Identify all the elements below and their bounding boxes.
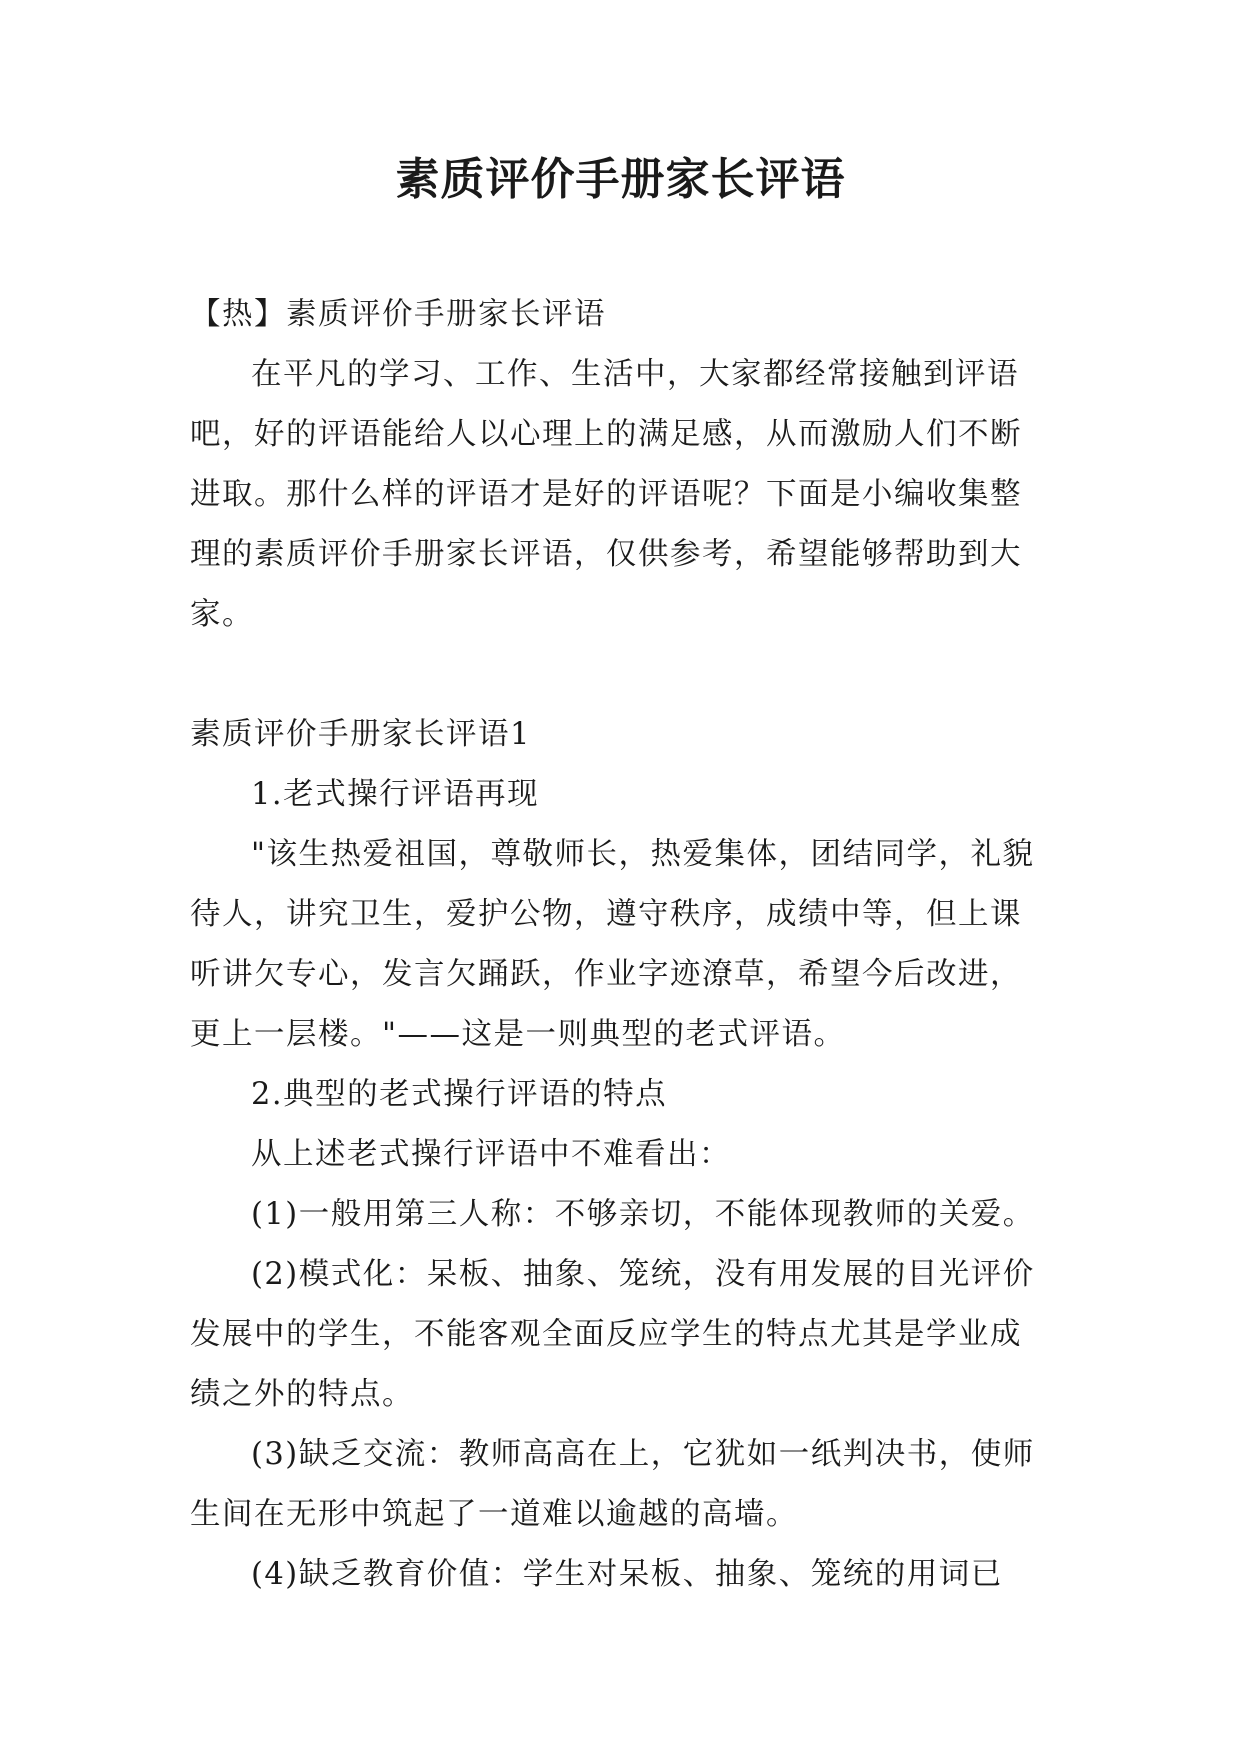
analysis-intro-paragraph: 从上述老式操行评语中不难看出： [251, 1137, 731, 1172]
point-4-paragraph: (4)缺乏教育价值：学生对呆板、抽象、笼统的用词已 [251, 1557, 1003, 1592]
point-2-paragraph: (2)模式化：呆板、抽象、笼统，没有用发展的目光评价发展中的学生，不能客观全面反应学生的特点尤其是学业成绩之外的特点。 [190, 1257, 1035, 1412]
point-3-paragraph: (3)缺乏交流：教师高高在上，它犹如一纸判决书，使师生间在无形中筑起了一道难以逾越的高墙。 [190, 1437, 1035, 1532]
intro-paragraph: 在平凡的学习、工作、生活中，大家都经常接触到评语吧，好的评语能给人以心理上的满足感，从而激励人们不断进取。那什么样的评语才是好的评语呢？下面是小编收集整理的素质评价手册家长评语，仅供参考，希望能够帮助到大家。 [190, 357, 1022, 632]
section-heading: 素质评价手册家长评语1 [190, 717, 531, 752]
item-heading-1: 1.老式操行评语再现 [251, 777, 540, 812]
document-title: 素质评价手册家长评语 [395, 154, 846, 205]
example-comment-paragraph: "该生热爱祖国，尊敬师长，热爱集体，团结同学，礼貌待人，讲究卫生，爱护公物，遵守秩序，成绩中等，但上课听讲欠专心，发言欠踊跃，作业字迹潦草，希望今后改进，更上一层楼。"——这是一则典型的老式评语。 [190, 837, 1035, 1052]
item-heading-2: 2.典型的老式操行评语的特点 [251, 1077, 668, 1112]
document-body [190, 285, 1050, 1605]
point-1-paragraph: (1)一般用第三人称：不够亲切，不能体现教师的关爱。 [251, 1197, 1035, 1232]
section-spacer [190, 645, 1050, 705]
hot-label-heading: 【热】素质评价手册家长评语 [190, 297, 606, 332]
